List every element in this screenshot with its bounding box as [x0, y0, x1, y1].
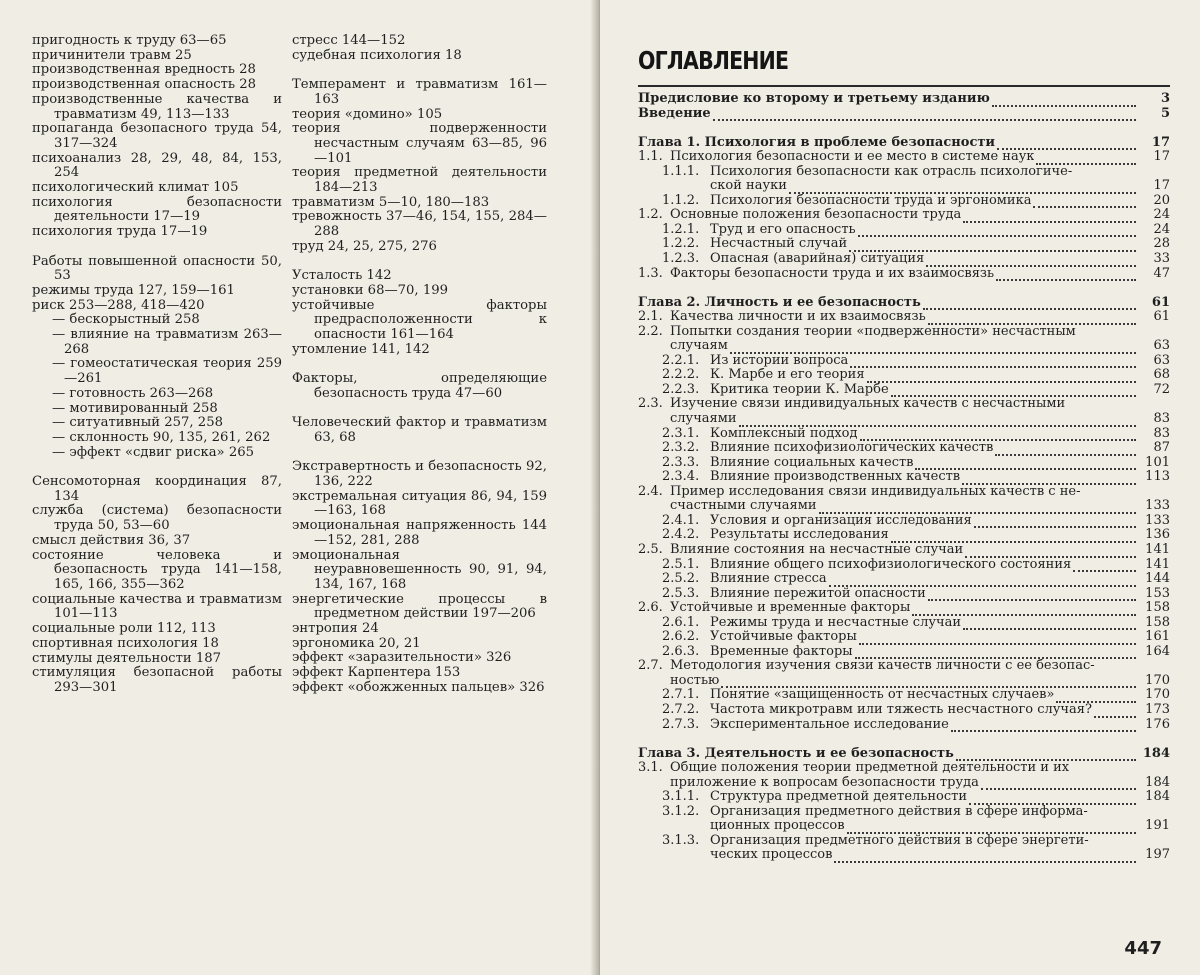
toc-entry-title: Устойчивые и временные факторы — [670, 601, 911, 616]
toc-gap — [638, 281, 1170, 296]
index-entry: производственная вредность 28 — [32, 62, 256, 78]
index-entry: психологический климат 105 — [32, 180, 239, 196]
toc-leader-dots — [1094, 707, 1136, 718]
index-entry: психология труда 17—19 — [32, 224, 208, 240]
toc-section-number: 1.1.1. — [662, 163, 700, 179]
toc-leader-dots — [891, 386, 1136, 397]
toc-section-number: 2.5.1. — [662, 556, 700, 572]
toc-leader-dots — [951, 721, 1136, 732]
index-entry: причинители травм 25 — [32, 47, 192, 63]
toc-page-number: 83 — [1153, 411, 1170, 427]
toc-section-row[interactable] — [638, 645, 1170, 660]
toc-page-number: 184 — [1142, 745, 1170, 761]
index-entry: эффект «обожженных пальцев» 326 — [292, 679, 545, 695]
toc-section-row[interactable] — [638, 543, 1170, 558]
index-entry: смысл действия 36, 37 — [32, 532, 191, 548]
toc-section-number: 2.3.1. — [662, 425, 700, 441]
index-entry: служба (система) безопасности труда 50, 53—60 — [32, 503, 282, 534]
toc-leader-dots — [992, 96, 1136, 107]
toc-entry-title: Влияние общего психофизиологического состояния — [710, 557, 1072, 572]
toc-page-number: 170 — [1145, 687, 1170, 703]
toc-leader-dots — [819, 503, 1136, 514]
toc-entry-title: Структура предметной деятельности — [710, 790, 967, 805]
toc-page-number: 24 — [1153, 221, 1170, 237]
toc-leader-dots — [915, 459, 1136, 470]
toc-page-number: 158 — [1145, 614, 1170, 630]
toc-page-number: 72 — [1153, 381, 1170, 397]
toc-page-number: 184 — [1145, 774, 1170, 790]
toc-section-row[interactable] — [638, 499, 1170, 514]
toc-section-row[interactable] — [638, 776, 1170, 791]
toc-leader-dots — [928, 590, 1136, 601]
index-subentry: — влияние на травматизм 263—268 — [52, 327, 282, 357]
toc-section-row[interactable] — [638, 558, 1170, 573]
toc-section-row[interactable] — [638, 572, 1170, 587]
toc-page-number: 63 — [1153, 352, 1170, 368]
toc-section-number: 2.5. — [638, 541, 663, 557]
index-subentry: — ситуативный 257, 258 — [52, 415, 223, 431]
index-entry: Работы повышенной опасности 50, 53 — [32, 253, 282, 284]
index-entry: энтропия 24 — [292, 621, 379, 637]
index-entry: риск 253—288, 418—420 — [32, 297, 205, 313]
title-rule — [638, 85, 1170, 87]
toc-section-row[interactable] — [638, 441, 1170, 456]
toc-section-number: 3.1.3. — [662, 832, 700, 848]
toc-leader-dots — [995, 445, 1136, 456]
toc-page-number: 5 — [1160, 105, 1170, 121]
index-entry: Сенсомоторная координация 87, 134 — [32, 474, 282, 504]
toc-entry-title: Изучение связи индивидуальных качеств с несчастными — [670, 397, 1066, 412]
index-entry: стимуляция безопасной работы 293—301 — [32, 665, 282, 695]
toc-entry-title: Методология изучения связи качеств личности с ее безопас- — [670, 659, 1095, 674]
toc-section-row[interactable] — [638, 848, 1170, 863]
index-entry: стимулы деятельности 187 — [32, 650, 222, 666]
toc-entry-title: Результаты исследования — [710, 528, 889, 543]
toc-section-row[interactable] — [638, 310, 1170, 325]
toc-leader-dots — [974, 517, 1136, 528]
index-entry: производственная опасность 28 — [32, 77, 257, 93]
toc-section-row[interactable] — [638, 470, 1170, 485]
toc-page-number: 136 — [1145, 527, 1170, 543]
toc-entry-title: Из истории вопроса — [710, 353, 849, 368]
toc-section-number: 2.3.4. — [662, 469, 700, 485]
toc-section-number: 3.1.1. — [662, 789, 700, 805]
toc-section-row[interactable] — [638, 528, 1170, 543]
index-entry: пропаганда безопасного труда 54, 317—324 — [32, 121, 282, 151]
toc-page-number: 113 — [1145, 469, 1170, 485]
toc-page-number: 133 — [1145, 498, 1170, 514]
toc-chapter-row[interactable] — [638, 107, 1170, 122]
toc-page-number: 197 — [1145, 847, 1170, 863]
toc-page-number: 20 — [1153, 192, 1170, 208]
toc-section-number: 2.5.3. — [662, 585, 700, 601]
toc-section-number: 2.7.2. — [662, 701, 700, 717]
toc-page-number: 164 — [1145, 643, 1170, 659]
toc-section-row[interactable] — [638, 223, 1170, 238]
toc-entry-title: Основные положения безопасности труда — [670, 208, 962, 223]
toc-entry-title: Организация предметного действия в сфере энергети- — [710, 833, 1089, 848]
toc-section-number: 1.3. — [638, 265, 663, 281]
toc-entry-title: Глава 1. Психология в проблеме безопасности — [638, 135, 996, 150]
toc-leader-dots — [829, 576, 1136, 587]
index-entry: режимы труда 127, 159—161 — [32, 282, 235, 298]
toc-entry-title: ской науки — [710, 179, 787, 194]
toc-page-number: 144 — [1145, 571, 1170, 587]
index-entry: психоанализ 28, 29, 48, 84, 153, 254 — [32, 150, 282, 181]
toc-leader-dots — [963, 619, 1136, 630]
toc-section-number: 2.3. — [638, 396, 663, 412]
toc-entry-title: Частота микротравм или тяжесть несчастного случая? — [710, 702, 1092, 717]
toc-leader-dots — [867, 372, 1136, 383]
toc-section-row[interactable] — [638, 834, 1170, 849]
index-entry: теория подверженности несчастным случаям 63—85, 96—101 — [292, 121, 547, 166]
toc-entry-title: К. Марбе и его теория — [710, 368, 865, 383]
toc-section-number: 1.2.1. — [662, 221, 700, 237]
toc-section-row[interactable] — [638, 761, 1170, 776]
toc-leader-dots — [1056, 692, 1136, 703]
toc-page-number: 28 — [1153, 236, 1170, 252]
index-entry: судебная психология 18 — [292, 47, 462, 63]
toc-page-number: 141 — [1145, 541, 1170, 557]
toc-entry-title: Понятие «защищенность от несчастных случаев» — [710, 688, 1055, 703]
toc-section-number: 2.6.1. — [662, 614, 700, 630]
toc-section-number: 2.2.1. — [662, 352, 700, 368]
index-entry: Факторы, определяющие безопасность труда 47—60 — [292, 371, 547, 401]
index-gap — [32, 460, 282, 475]
toc-section-row[interactable] — [638, 659, 1170, 674]
toc-section-row[interactable] — [638, 237, 1170, 252]
toc-section-row[interactable] — [638, 616, 1170, 631]
index-subentry: — эффект «сдвиг риска» 265 — [52, 444, 254, 460]
index-entry: эргономика 20, 21 — [292, 635, 421, 651]
toc-entry-title: Предисловие ко второму и третьему изданию — [638, 92, 990, 106]
index-entry: эмоциональная неуравновешенность 90, 91, 94, 134, 167, 168 — [292, 547, 547, 592]
index-entry: Человеческий фактор и травматизм 63, 68 — [292, 415, 547, 445]
toc-leader-dots — [965, 547, 1136, 558]
toc-entry-title: Режимы труда и несчастные случаи — [710, 615, 961, 630]
toc-leader-dots — [912, 605, 1136, 616]
index-entry: социальные роли 112, 113 — [32, 621, 216, 637]
page-number: 447 — [1124, 938, 1162, 959]
toc-page-number: 3 — [1160, 91, 1170, 106]
toc-chapter-row[interactable] — [638, 747, 1170, 762]
toc-leader-dots — [860, 430, 1137, 441]
toc-section-row[interactable] — [638, 703, 1170, 718]
toc-page-number: 68 — [1153, 367, 1170, 383]
toc-entry-title: Влияние производственных качеств — [710, 470, 961, 485]
toc-leader-dots — [713, 110, 1136, 121]
toc-leader-dots — [981, 779, 1136, 790]
toc-section-row[interactable] — [638, 150, 1170, 165]
toc-page-number: 101 — [1145, 454, 1170, 470]
toc-leader-dots — [721, 677, 1136, 688]
index-entry: стресс 144—152 — [292, 33, 406, 48]
toc-section-number: 1.1.2. — [662, 192, 700, 208]
toc-section-row[interactable] — [638, 368, 1170, 383]
toc-entry-title: приложение к вопросам безопасности труда — [670, 775, 979, 790]
toc-entry-title: ностью — [670, 673, 720, 688]
toc-leader-dots — [891, 532, 1136, 543]
toc-leader-dots — [956, 750, 1136, 761]
toc-entry-title: Глава 2. Личность и ее безопасность — [638, 295, 921, 310]
toc-section-row[interactable] — [638, 252, 1170, 267]
toc-gap — [638, 121, 1170, 136]
index-entry: эффект «заразительности» 326 — [292, 650, 512, 666]
toc-chapter-row[interactable] — [638, 136, 1170, 151]
toc-entry-title: Качества личности и их взаимосвязь — [670, 310, 926, 325]
toc-entry-title: Психология безопасности труда и эргономика — [710, 193, 1032, 208]
index-subentry: — склонность 90, 135, 261, 262 — [52, 429, 271, 445]
toc-section-row[interactable] — [638, 412, 1170, 427]
index-entry: психология безопасности деятельности 17—19 — [32, 194, 282, 225]
toc-page-number: 33 — [1153, 251, 1170, 267]
toc-page-number: 61 — [1151, 294, 1170, 310]
contents-page — [600, 0, 1200, 975]
toc-page-number: 87 — [1153, 440, 1170, 456]
toc-section-number: 2.6.2. — [662, 629, 700, 645]
toc-entry-title: Экспериментальное исследование — [710, 717, 949, 732]
toc-section-number: 2.1. — [638, 309, 663, 325]
toc-entry-title: случаям — [670, 339, 728, 354]
index-gap — [292, 357, 547, 372]
toc-page-number: 161 — [1145, 629, 1170, 645]
index-subentry: — готовность 263—268 — [52, 385, 214, 401]
toc-section-number: 3.1.2. — [662, 803, 700, 819]
toc-section-row[interactable] — [638, 718, 1170, 733]
toc-section-number: 2.4.2. — [662, 527, 700, 543]
toc-section-row[interactable] — [638, 354, 1170, 369]
toc-section-row[interactable] — [638, 819, 1170, 834]
toc-section-row[interactable] — [638, 208, 1170, 223]
toc-entry-title: Влияние состояния на несчастные случаи — [670, 542, 964, 557]
toc-page-number: 47 — [1153, 265, 1170, 281]
toc-section-number: 1.2. — [638, 207, 663, 223]
index-entry: производственные качества и травматизм 49, 113—133 — [32, 91, 282, 122]
toc-leader-dots — [1036, 154, 1136, 165]
toc-page-number: 133 — [1145, 512, 1170, 528]
index-gap — [32, 240, 282, 255]
toc-section-row[interactable] — [638, 194, 1170, 209]
index-entry: утомление 141, 142 — [292, 341, 430, 357]
toc-leader-dots — [1033, 197, 1136, 208]
toc-entry-title: Психология безопасности как отрасль психологиче- — [710, 164, 1073, 179]
toc-entry-title: Критика теории К. Марбе — [710, 382, 889, 397]
toc-entry-title: Влияние психофизиологических качеств — [710, 441, 994, 456]
toc-section-number: 2.2.3. — [662, 381, 700, 397]
toc-entry-title: ческих процессов — [710, 848, 833, 863]
toc-entry-title: Влияние стресса — [710, 572, 827, 587]
index-entry: эффект Карпентера 153 — [292, 665, 461, 681]
toc-page-number: 17 — [1151, 134, 1170, 150]
toc-leader-dots — [923, 299, 1136, 310]
toc-leader-dots — [969, 794, 1136, 805]
toc-section-row[interactable] — [638, 688, 1170, 703]
index-entry: экстремальная ситуация 86, 94, 159—163, 168 — [292, 488, 547, 519]
toc-leader-dots — [849, 241, 1136, 252]
toc-leader-dots — [996, 270, 1136, 281]
toc-section-row[interactable] — [638, 514, 1170, 529]
index-entry: состояние человека и безопасность труда 141—158, 165, 166, 355—362 — [32, 547, 282, 592]
toc-entry-title: Условия и организация исследования — [710, 513, 972, 528]
toc-leader-dots — [847, 823, 1136, 834]
toc-page-number: 191 — [1145, 818, 1170, 834]
contents-title: ОГЛАВЛЕНИЕ — [638, 46, 789, 75]
index-entry: травматизм 5—10, 180—183 — [292, 194, 490, 210]
toc-section-row[interactable] — [638, 267, 1170, 282]
index-page — [0, 0, 596, 975]
index-entry: Экстравертность и безопасность 92, 136, 222 — [292, 459, 547, 490]
toc-entry-title: Несчастный случай — [710, 237, 848, 252]
toc-section-row[interactable] — [638, 325, 1170, 340]
toc-leader-dots — [858, 226, 1136, 237]
index-entry: установки 68—70, 199 — [292, 282, 448, 298]
toc-entry-title: Введение — [638, 106, 711, 121]
index-entry: устойчивые факторы предрасположенности к опасности 161—164 — [292, 297, 547, 343]
toc-section-row[interactable] — [638, 165, 1170, 180]
toc-entry-title: Общие положения теории предметной деятельности и их — [670, 761, 1070, 776]
toc-leader-dots — [834, 852, 1136, 863]
toc-section-number: 3.1. — [638, 760, 663, 776]
toc-entry-title: Пример исследования связи индивидуальных качеств с не- — [670, 484, 1081, 499]
toc-leader-dots — [859, 634, 1136, 645]
toc-entry-title: Глава 3. Деятельность и ее безопасность — [638, 746, 954, 761]
index-entry: Усталость 142 — [292, 268, 392, 284]
toc-entry-title: Устойчивые факторы — [710, 630, 857, 645]
toc-section-row[interactable] — [638, 630, 1170, 645]
toc-section-row[interactable] — [638, 456, 1170, 471]
toc-leader-dots — [789, 183, 1136, 194]
index-subentry: — бескорыстный 258 — [52, 312, 200, 328]
toc-section-number: 2.6. — [638, 600, 663, 616]
toc-section-number: 2.7. — [638, 658, 663, 674]
toc-entry-title: Комплексный подход — [710, 426, 858, 441]
toc-page-number: 63 — [1153, 338, 1170, 354]
toc-page-number: 17 — [1153, 149, 1170, 165]
toc-section-row[interactable] — [638, 805, 1170, 820]
index-gap — [292, 63, 547, 78]
toc-section-number: 1.1. — [638, 149, 663, 165]
toc-section-row[interactable] — [638, 485, 1170, 500]
toc-page-number: 24 — [1153, 207, 1170, 223]
toc-entry-title: Влияние социальных качеств — [710, 455, 914, 470]
toc-leader-dots — [1073, 561, 1136, 572]
index-entry: энергетические процессы в предметном действии 197—206 — [292, 591, 547, 622]
toc-page-number: 170 — [1145, 672, 1170, 688]
toc-section-row[interactable] — [638, 383, 1170, 398]
toc-section-row[interactable] — [638, 790, 1170, 805]
index-subentry: — гомеостатическая теория 259—261 — [52, 356, 282, 387]
toc-entry-title: Временные факторы — [710, 644, 853, 659]
index-gap — [292, 402, 547, 417]
toc-section-number: 2.4. — [638, 483, 663, 499]
toc-gap — [638, 732, 1170, 747]
toc-entry-title: счастными случаями — [670, 499, 817, 514]
toc-entry-title: Организация предметного действия в сфере информа- — [710, 804, 1088, 819]
toc-section-row[interactable] — [638, 601, 1170, 616]
toc-section-number: 2.5.2. — [662, 571, 700, 587]
toc-page-number: 61 — [1153, 309, 1170, 325]
index-entry: Темперамент и травматизм 161—163 — [292, 77, 547, 107]
index-subentry: — мотивированный 258 — [52, 400, 218, 416]
toc-entry-title: Труд и его опасность — [710, 222, 856, 237]
toc-entry-title: случаями — [670, 412, 737, 427]
index-entry: теория «домино» 105 — [292, 106, 443, 122]
toc-section-row[interactable] — [638, 674, 1170, 689]
toc-section-number: 1.2.3. — [662, 251, 700, 267]
toc-leader-dots — [997, 139, 1136, 150]
toc-section-number: 2.3.3. — [662, 454, 700, 470]
toc-leader-dots — [850, 357, 1136, 368]
toc-chapter-row[interactable] — [638, 296, 1170, 311]
toc-entry-title: Психология безопасности и ее место в системе наук — [670, 150, 1035, 165]
toc-entry-title: ционных процессов — [710, 819, 845, 834]
index-entry: социальные качества и травматизм 101—113 — [32, 591, 282, 622]
toc-section-number: 2.4.1. — [662, 512, 700, 528]
toc-section-row[interactable] — [638, 427, 1170, 442]
toc-section-row[interactable] — [638, 397, 1170, 412]
toc-leader-dots — [963, 212, 1136, 223]
index-gap — [292, 446, 547, 461]
toc-page-number: 158 — [1145, 600, 1170, 616]
toc-page-number: 153 — [1145, 585, 1170, 601]
toc-page-number: 184 — [1145, 789, 1170, 805]
toc-section-number: 2.2.2. — [662, 367, 700, 383]
toc-leader-dots — [962, 474, 1136, 485]
toc-page-number: 173 — [1145, 701, 1170, 717]
toc-leader-dots — [739, 416, 1136, 427]
toc-section-row[interactable] — [638, 587, 1170, 602]
index-gap — [292, 255, 547, 270]
toc-page-number: 17 — [1153, 178, 1170, 194]
toc-section-row[interactable] — [638, 339, 1170, 354]
toc-page-number: 176 — [1145, 716, 1170, 732]
toc-chapter-row[interactable] — [638, 92, 1170, 107]
toc-section-number: 2.2. — [638, 323, 663, 339]
index-entry: труд 24, 25, 275, 276 — [292, 238, 437, 254]
toc-leader-dots — [855, 648, 1136, 659]
toc-entry-title: Влияние пережитой опасности — [710, 586, 926, 601]
toc-page-number: 83 — [1153, 425, 1170, 441]
toc-section-row[interactable] — [638, 179, 1170, 194]
toc-section-number: 2.7.3. — [662, 716, 700, 732]
toc-entry-title: Попытки создания теории «подверженности» несчастным — [670, 324, 1076, 339]
toc-section-number: 2.3.2. — [662, 440, 700, 456]
toc-entry-title: Опасная (аварийная) ситуация — [710, 252, 925, 267]
toc-section-number: 1.2.2. — [662, 236, 700, 252]
index-entry: теория предметной деятельности 184—213 — [292, 165, 547, 196]
index-entry: эмоциональная напряженность 144—152, 281, 288 — [292, 518, 547, 548]
index-entry: спортивная психология 18 — [32, 635, 219, 651]
toc-section-number: 2.7.1. — [662, 687, 700, 703]
index-entry: тревожность 37—46, 154, 155, 284—288 — [292, 209, 547, 240]
index-entry: пригодность к труду 63—65 — [32, 33, 227, 48]
toc-section-number: 2.6.3. — [662, 643, 700, 659]
toc-leader-dots — [926, 256, 1136, 267]
index-column-2 — [292, 34, 547, 696]
contents-list — [638, 92, 1170, 863]
toc-entry-title: Факторы безопасности труда и их взаимосвязь — [670, 266, 995, 281]
toc-leader-dots — [928, 314, 1136, 325]
index-column-1 — [32, 34, 282, 696]
toc-leader-dots — [730, 343, 1136, 354]
toc-page-number: 141 — [1145, 556, 1170, 572]
